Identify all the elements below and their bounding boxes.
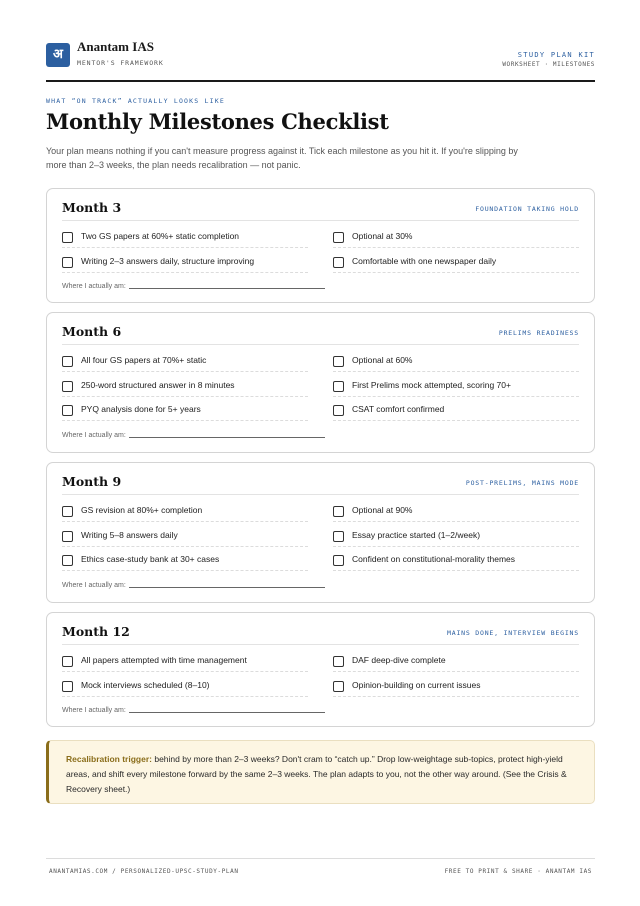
eyebrow: WHAT “ON TRACK” ACTUALLY LOOKS LIKE xyxy=(46,97,225,105)
milestone-row xyxy=(62,675,579,700)
month-title: Month 3 xyxy=(62,200,122,215)
checkbox[interactable] xyxy=(62,506,73,517)
checkbox[interactable] xyxy=(333,232,344,243)
checkbox[interactable] xyxy=(62,356,73,367)
milestone-row xyxy=(62,549,579,574)
milestone-item[interactable] xyxy=(62,350,308,372)
card-header xyxy=(62,313,579,345)
milestone-label: Writing 5–8 answers daily xyxy=(81,529,178,540)
footer-credit: FREE TO PRINT & SHARE · ANANTAM IAS xyxy=(444,868,592,875)
milestone-label: Optional at 30% xyxy=(352,231,413,241)
actual-progress-field[interactable] xyxy=(62,432,325,439)
recalibration-callout xyxy=(46,740,595,804)
milestone-row xyxy=(62,375,579,400)
milestone-label: Two GS papers at 60%+ static completion xyxy=(81,231,240,241)
milestone-item[interactable] xyxy=(62,375,308,397)
milestone-label: Optional at 60% xyxy=(352,355,413,365)
milestone-label: CSAT comfort confirmed xyxy=(352,404,445,415)
checkbox[interactable] xyxy=(62,531,73,542)
month-title: Month 12 xyxy=(62,624,130,639)
month-title: Month 6 xyxy=(62,324,122,339)
milestone-row xyxy=(62,350,579,375)
actual-progress-label: Where I actually am: xyxy=(62,283,126,290)
brand-name: Anantam IAS xyxy=(77,39,154,54)
callout-text xyxy=(66,752,586,797)
milestone-item[interactable] xyxy=(333,251,579,273)
checkbox[interactable] xyxy=(62,656,73,667)
milestone-item[interactable] xyxy=(62,500,308,522)
checkbox[interactable] xyxy=(62,232,73,243)
milestone-list xyxy=(62,226,579,275)
card-header xyxy=(62,189,579,221)
checkbox[interactable] xyxy=(62,681,73,692)
milestone-row xyxy=(62,650,579,675)
milestone-label: All four GS papers at 70%+ static xyxy=(81,355,207,365)
milestone-item[interactable] xyxy=(333,375,579,397)
intro-text: Your plan means nothing if you can't measure progress against it. Tick each milestone as you hit it. If you're slipping by more than 2–3 weeks, the plan needs recalibration — not panic. xyxy=(46,146,518,170)
checkbox[interactable] xyxy=(333,381,344,392)
checkbox[interactable] xyxy=(333,257,344,268)
logo-icon: अ xyxy=(46,43,70,67)
month-title: Month 9 xyxy=(62,474,122,489)
milestone-item[interactable] xyxy=(62,549,308,571)
checkbox[interactable] xyxy=(333,405,344,416)
checkbox[interactable] xyxy=(62,381,73,392)
kit-subtitle: WORKSHEET · MILESTONES xyxy=(502,61,595,68)
brand-subtitle: MENTOR'S FRAMEWORK xyxy=(77,59,164,67)
milestone-item[interactable] xyxy=(333,650,579,672)
checkbox[interactable] xyxy=(333,531,344,542)
milestone-label: DAF deep-dive complete xyxy=(352,655,446,665)
actual-progress-label: Where I actually am: xyxy=(62,582,126,589)
milestone-label: Comfortable with one newspaper daily xyxy=(352,255,497,266)
actual-progress-field[interactable] xyxy=(62,283,325,290)
milestone-item[interactable] xyxy=(62,251,308,273)
milestone-item[interactable] xyxy=(333,549,579,571)
milestone-label: Confident on constitutional-morality themes xyxy=(352,554,515,565)
kit-label: STUDY PLAN KIT xyxy=(517,51,595,59)
footer-url: ANANTAMIAS.COM / PERSONALIZED-UPSC-STUDY-PLAN xyxy=(49,868,239,875)
milestone-item[interactable] xyxy=(333,350,579,372)
write-in-line[interactable] xyxy=(129,587,325,588)
month-card xyxy=(46,612,595,727)
checkbox[interactable] xyxy=(62,405,73,416)
month-tag: FOUNDATION TAKING HOLD xyxy=(475,205,579,213)
milestone-row xyxy=(62,525,579,550)
milestone-item[interactable] xyxy=(333,399,579,421)
checkbox[interactable] xyxy=(333,681,344,692)
checkbox[interactable] xyxy=(333,356,344,367)
milestone-row xyxy=(62,226,579,251)
page-footer xyxy=(46,858,595,878)
callout-label: Recalibration trigger: xyxy=(66,754,152,764)
milestone-label: Mock interviews scheduled (8–10) xyxy=(81,679,210,690)
milestone-item[interactable] xyxy=(62,675,308,697)
checkbox[interactable] xyxy=(62,555,73,566)
milestone-label: Essay practice started (1–2/week) xyxy=(352,529,481,540)
milestone-row xyxy=(62,251,579,276)
actual-progress-field[interactable] xyxy=(62,582,325,589)
milestone-item[interactable] xyxy=(62,650,308,672)
checkbox[interactable] xyxy=(62,257,73,268)
month-tag: PRELIMS READINESS xyxy=(498,329,579,337)
milestone-row xyxy=(62,399,579,424)
month-tag: POST-PRELIMS, MAINS MODE xyxy=(465,479,579,487)
milestone-list xyxy=(62,500,579,574)
milestone-label: PYQ analysis done for 5+ years xyxy=(81,404,201,415)
milestone-label: GS revision at 80%+ completion xyxy=(81,505,203,515)
milestone-item[interactable] xyxy=(333,226,579,248)
milestone-row xyxy=(62,500,579,525)
milestone-item[interactable] xyxy=(333,675,579,697)
milestone-label: All papers attempted with time management xyxy=(81,655,247,665)
milestone-item[interactable] xyxy=(62,226,308,248)
milestone-item[interactable] xyxy=(62,399,308,421)
checkbox[interactable] xyxy=(333,555,344,566)
checkbox[interactable] xyxy=(333,656,344,667)
write-in-line[interactable] xyxy=(129,437,325,438)
actual-progress-label: Where I actually am: xyxy=(62,432,126,439)
milestone-label: Writing 2–3 answers daily, structure improving xyxy=(81,255,255,266)
milestone-label: First Prelims mock attempted, scoring 70+ xyxy=(352,379,511,390)
card-header xyxy=(62,463,579,495)
milestone-item[interactable] xyxy=(62,525,308,547)
actual-progress-label: Where I actually am: xyxy=(62,707,126,714)
milestone-label: Opinion-building on current issues xyxy=(352,679,481,690)
month-tag: MAINS DONE, INTERVIEW BEGINS xyxy=(447,629,579,637)
write-in-line[interactable] xyxy=(129,712,325,713)
page-header xyxy=(46,38,595,82)
card-header xyxy=(62,613,579,645)
callout-body: behind by more than 2–3 weeks? Don't cram to “catch up.” Drop low-weightage sub-topics, protect high-yield areas, and shift every milestone forward by the same 2–3 weeks. The plan adapts to you, not the other way around. (See the Crisis & Recovery sheet.) xyxy=(66,754,567,794)
milestone-list xyxy=(62,650,579,699)
page-title: Monthly Milestones Checklist xyxy=(46,109,389,134)
milestone-label: Ethics case-study bank at 30+ cases xyxy=(81,554,220,565)
month-card xyxy=(46,312,595,453)
month-card xyxy=(46,462,595,603)
month-card xyxy=(46,188,595,303)
checkbox[interactable] xyxy=(333,506,344,517)
milestone-label: 250-word structured answer in 8 minutes xyxy=(81,379,235,390)
actual-progress-field[interactable] xyxy=(62,707,325,714)
milestone-list xyxy=(62,350,579,424)
milestone-item[interactable] xyxy=(333,525,579,547)
milestone-item[interactable] xyxy=(333,500,579,522)
milestone-label: Optional at 90% xyxy=(352,505,413,515)
write-in-line[interactable] xyxy=(129,288,325,289)
